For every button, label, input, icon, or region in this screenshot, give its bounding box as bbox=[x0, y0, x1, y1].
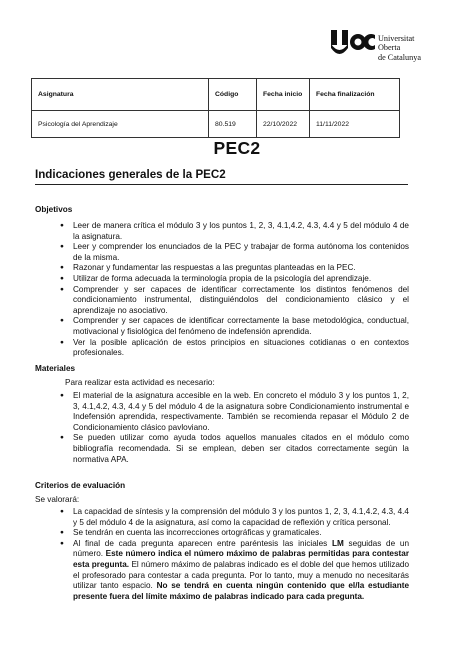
criterios-list bbox=[60, 507, 409, 602]
title-divider bbox=[35, 184, 408, 185]
materiales-intro: Para realizar esta actividad es necesario: bbox=[65, 378, 215, 387]
uoc-logo-icon bbox=[331, 30, 377, 56]
list-item: ● Ver la posible aplicación de estos principios en situaciones cotidianas o en contextos profesionales. bbox=[60, 338, 409, 359]
page-title: PEC2 bbox=[213, 138, 261, 158]
header-fecha-finalizacion: Fecha finalización bbox=[310, 79, 400, 111]
uoc-logo bbox=[331, 28, 451, 68]
cell-asignatura: Psicología del Aprendizaje bbox=[32, 111, 209, 138]
section-title: Indicaciones generales de la PEC2 bbox=[35, 168, 226, 181]
materiales-heading: Materiales bbox=[35, 364, 76, 373]
word-limit-text-2: seguidas de un número. bbox=[73, 538, 409, 559]
logo-wordmark bbox=[378, 34, 421, 62]
list-item: ● La capacidad de síntesis y la comprensión del módulo 3 y los puntos 1, 2, 3, 4.1,4.2, 4.3, 4.4 y 5 del módulo 4 de la asignatura, así como la capacidad de reflexión y crítica personal. bbox=[60, 507, 409, 528]
list-item: ● Razonar y fundamentar las respuestas a las preguntas planteadas en la PEC. bbox=[60, 263, 409, 274]
list-item: ● Se pueden utilizar como ayuda todos aquellos manuales citados en el módulo como bibliografía recomendada. Si se emplean, deben ser citados correctamente según la normativa APA. bbox=[60, 433, 409, 465]
list-item: ● Leer y comprender los enunciados de la PEC y trabajar de forma autónoma los contenidos de la misma. bbox=[60, 242, 409, 263]
list-item: ● Leer de manera crítica el módulo 3 y los puntos 1, 2, 3, 4.1,4.2, 4.3, 4.4 y 5 del módulo 4 de la asignatura. bbox=[60, 221, 409, 242]
objetivos-heading: Objetivos bbox=[35, 205, 73, 214]
cell-fecha-finalizacion: 11/11/2022 bbox=[310, 111, 400, 138]
criterios-heading: Criterios de evaluación bbox=[35, 481, 126, 490]
logo-line-1: Universitat bbox=[378, 34, 415, 43]
logo-line-2: Oberta bbox=[378, 43, 401, 53]
word-limit-text-3: El número máximo de palabras indicado es el doble del que hemos utilizado el profesorado para contestar a cada pregunta. Por lo tanto, muy a menudo no necesitarás utilizar tanto espacio. bbox=[73, 559, 409, 591]
logo-line-3: de Catalunya bbox=[378, 52, 421, 62]
course-info-table bbox=[31, 78, 400, 138]
header-fecha-inicio: Fecha inicio bbox=[257, 79, 310, 111]
objetivos-list bbox=[60, 221, 409, 359]
table-header-row bbox=[32, 79, 400, 111]
list-item: ● Se tendrán en cuenta las incorrecciones ortográficas y gramaticales. bbox=[60, 528, 409, 539]
table-row bbox=[32, 111, 400, 138]
word-limit-text-1: Al final de cada pregunta aparecen entre paréntesis las iniciales bbox=[73, 538, 332, 548]
list-item: ● Comprender y ser capaces de identificar correctamente los distintos fenómenos del condicionamiento instrumental, distinguiéndolos del condicionamiento clásico y el aprendizaje no asociativo. bbox=[60, 285, 409, 317]
criterios-intro: Se valorará: bbox=[35, 495, 80, 504]
word-limit-bold-1: Este número indica el número máximo de palabras permitidas para contestar esta pregunta. bbox=[73, 549, 410, 569]
list-item: ● Comprender y ser capaces de identificar correctamente la base metodológica, conductual, motivacional y fisiológica del fenómeno de indefensión aprendida. bbox=[60, 316, 409, 337]
cell-codigo: 80.519 bbox=[209, 111, 257, 138]
materiales-list bbox=[60, 391, 409, 465]
word-limit-bold-2: No se tendrá en cuenta ningún contenido que el/la estudiante presente fuera del límite máximo de palabras indicado para cada pregunta. bbox=[73, 581, 409, 601]
list-item: ● Utilizar de forma adecuada la terminología propia de la psicología del aprendizaje. bbox=[60, 274, 409, 285]
list-item-word-limit bbox=[60, 539, 409, 603]
word-limit-lm: LM bbox=[331, 538, 344, 548]
list-item: ● El material de la asignatura accesible en la web. En concreto el módulo 3 y los puntos 1, 2, 3, 4.1,4.2, 4.3, 4.4 y 5 del módulo 4 de la asignatura sobre Condicionamiento instrumental e Indefensión aprendida, respectivamente. También se recomienda repasar el Módulo 2 de Condicionamiento clásico pavloviano. bbox=[60, 391, 409, 433]
header-asignatura: Asignatura bbox=[32, 79, 209, 111]
header-codigo: Código bbox=[209, 79, 257, 111]
cell-fecha-inicio: 22/10/2022 bbox=[257, 111, 310, 138]
